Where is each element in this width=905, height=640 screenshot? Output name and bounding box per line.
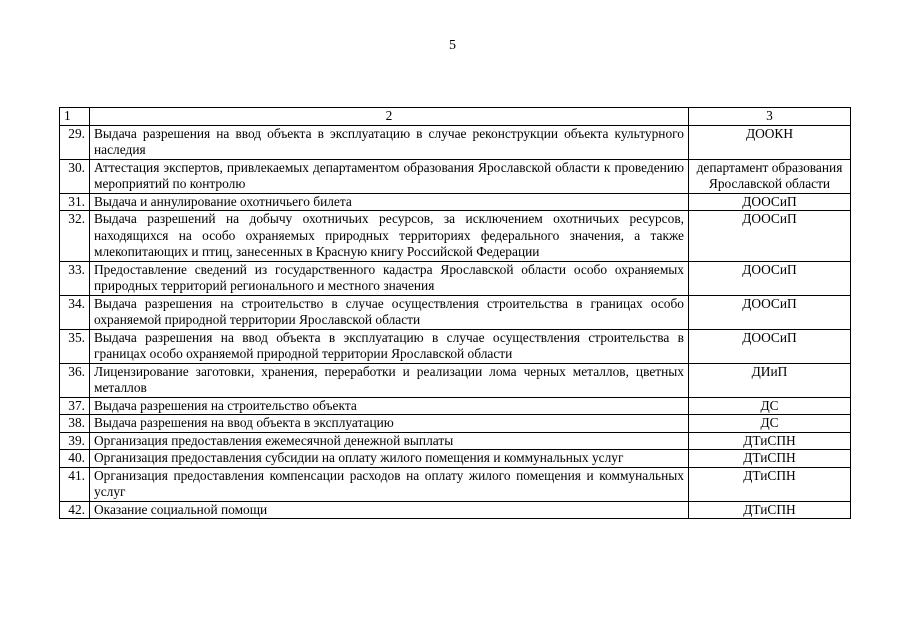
- row-number: 37.: [60, 397, 90, 415]
- table-row: [60, 415, 851, 433]
- table-row: [60, 261, 851, 295]
- table-row: [60, 363, 851, 397]
- responsible-organization: ДООСиП: [689, 329, 851, 363]
- row-number: 39.: [60, 432, 90, 450]
- responsible-organization: ДООСиП: [689, 261, 851, 295]
- service-description: Выдача и аннулирование охотничьего билета: [90, 193, 689, 211]
- responsible-organization: ДООСиП: [689, 193, 851, 211]
- service-description: Предоставление сведений из государственного кадастра Ярославской области особо охраняемых природных территорий регионального и местного значения: [90, 261, 689, 295]
- row-number: 38.: [60, 415, 90, 433]
- service-description: Выдача разрешения на ввод объекта в эксплуатацию в случае осуществления строительства в границах особо охраняемой природной территории Ярославской области: [90, 329, 689, 363]
- row-number: 42.: [60, 501, 90, 519]
- service-description: Организация предоставления субсидии на оплату жилого помещения и коммунальных услуг: [90, 450, 689, 468]
- responsible-organization: ДС: [689, 415, 851, 433]
- responsible-organization: ДТиСПН: [689, 450, 851, 468]
- service-description: Организация предоставления ежемесячной денежной выплаты: [90, 432, 689, 450]
- column-header-number: 1: [60, 108, 90, 126]
- responsible-organization: ДС: [689, 397, 851, 415]
- table-header-row: [60, 108, 851, 126]
- table-row: [60, 329, 851, 363]
- table-row: [60, 159, 851, 193]
- column-header-description: 2: [90, 108, 689, 126]
- table-row: [60, 467, 851, 501]
- responsible-organization: ДИиП: [689, 363, 851, 397]
- table-row: [60, 432, 851, 450]
- row-number: 40.: [60, 450, 90, 468]
- table-row: [60, 450, 851, 468]
- column-header-organization: 3: [689, 108, 851, 126]
- table-row: [60, 397, 851, 415]
- row-number: 29.: [60, 125, 90, 159]
- service-description: Лицензирование заготовки, хранения, переработки и реализации лома черных металлов, цветных металлов: [90, 363, 689, 397]
- responsible-organization: департамент образования Ярославской области: [689, 159, 851, 193]
- responsible-organization: ДТиСПН: [689, 432, 851, 450]
- responsible-organization: ДООКН: [689, 125, 851, 159]
- responsible-organization: ДООСиП: [689, 295, 851, 329]
- responsible-organization: ДООСиП: [689, 211, 851, 262]
- row-number: 30.: [60, 159, 90, 193]
- page-number: 5: [449, 38, 456, 53]
- service-description: Выдача разрешений на добычу охотничьих ресурсов, за исключением охотничьих ресурсов, находящихся на особо охраняемых природных территориях федерального значения, а также млекопитающих и птиц, занесенных в Красную книгу Российской Федерации: [90, 211, 689, 262]
- service-description: Аттестация экспертов, привлекаемых департаментом образования Ярославской области к проведению мероприятий по контролю: [90, 159, 689, 193]
- responsible-organization: ДТиСПН: [689, 467, 851, 501]
- service-description: Выдача разрешения на строительство в случае осуществления строительства в границах особо охраняемой природной территории Ярославской области: [90, 295, 689, 329]
- row-number: 31.: [60, 193, 90, 211]
- row-number: 32.: [60, 211, 90, 262]
- table-row: [60, 193, 851, 211]
- table-row: [60, 501, 851, 519]
- table-row: [60, 211, 851, 262]
- table-row: [60, 125, 851, 159]
- service-description: Выдача разрешения на ввод объекта в эксплуатацию: [90, 415, 689, 433]
- table-row: [60, 295, 851, 329]
- responsible-organization: ДТиСПН: [689, 501, 851, 519]
- service-description: Выдача разрешения на ввод объекта в эксплуатацию в случае реконструкции объекта культурного наследия: [90, 125, 689, 159]
- service-description: Организация предоставления компенсации расходов на оплату жилого помещения и коммунальных услуг: [90, 467, 689, 501]
- row-number: 41.: [60, 467, 90, 501]
- row-number: 34.: [60, 295, 90, 329]
- service-description: Оказание социальной помощи: [90, 501, 689, 519]
- row-number: 36.: [60, 363, 90, 397]
- row-number: 35.: [60, 329, 90, 363]
- service-description: Выдача разрешения на строительство объекта: [90, 397, 689, 415]
- services-table: [59, 107, 851, 519]
- row-number: 33.: [60, 261, 90, 295]
